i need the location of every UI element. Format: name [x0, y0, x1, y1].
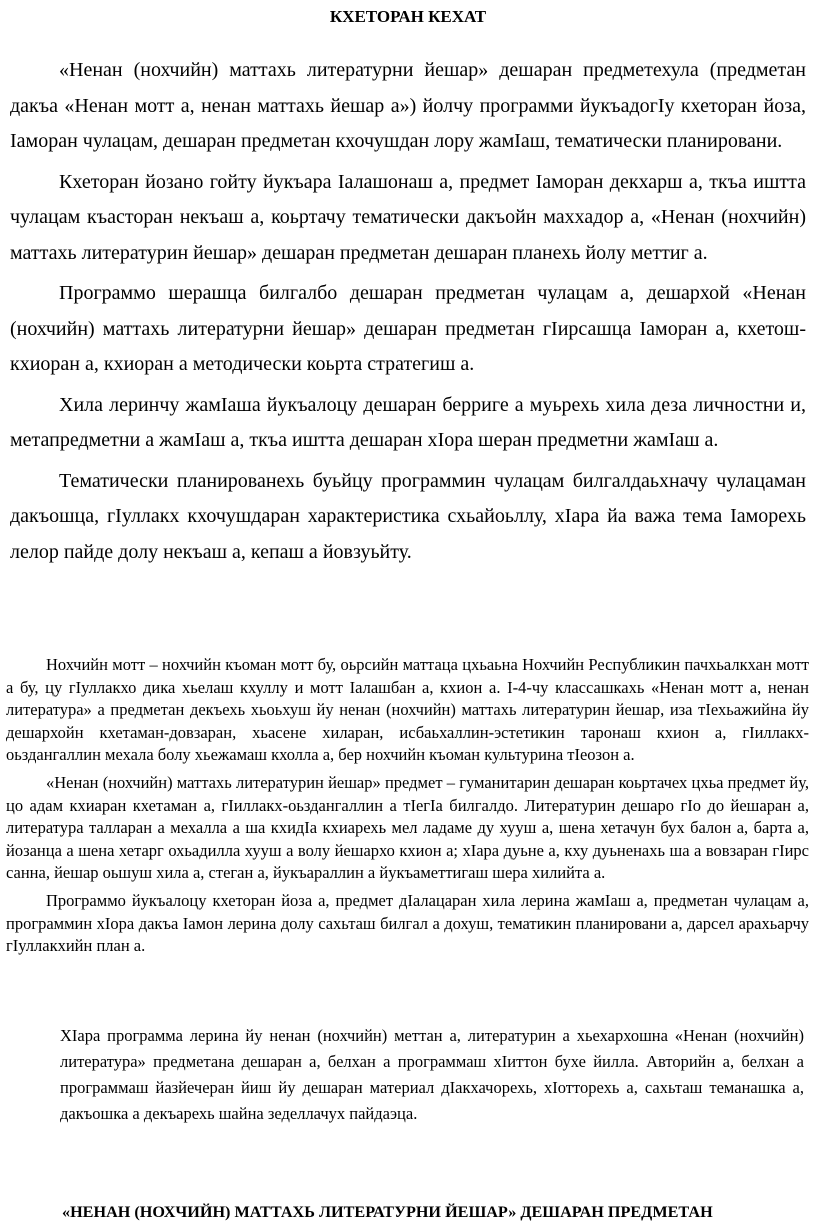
subject-description-section	[6, 654, 809, 963]
page-title: КХЕТОРАН КЕХАТ	[329, 7, 487, 26]
introduction-section	[10, 53, 806, 575]
paragraph: Кхеторан йозано гойту йукъара Iалашонаш а, предмет Iаморан декхарш а, ткъа иштта чулацам къасторан некъаш а, коьртачу тематически дакъойн маххадор а, «Ненан (нохчийн) маттахь литературин йешар» дешаран предметан дешаран планехь йолу меттиг а.	[10, 170, 806, 264]
paragraph: ХIара программа лерина йу ненан (нохчийн) меттан а, литературин а хьехархошна «Ненан (нохчийн) литература» предметана дешаран а, белхан а программаш хIиттон бухе йилла. Авторийн а, белхан а программаш йазйечеран йиш йу дешаран материал дIакхачорехь, хIотторехь а, сахьташ теманашка а, дакъошка а декъарехь шайна зеделлачух пайдаэца.	[60, 1026, 804, 1123]
paragraph: Программо йукъалоцу кхеторан йоза а, предмет дIалацаран хила лерина жамIаш а, предметан чулацам а, программин хIора дакъа Iамон лерина долу сахьташ билгал а дохуш, тематикин планировани а, дарсел арахьарчу гIуллакхийн план а.	[6, 890, 809, 956]
paragraph: «Ненан (нохчийн) маттахь литературни йешар» дешаран предметехула (предметан дакъа «Ненан мотт а, ненан маттахь йешар а») йолчу программи йукъадогIу кхеторан йоза, Iаморан чулацам, дешаран предметан кхочушдан лору жамIаш, тематически планировани.	[10, 59, 806, 152]
paragraph: Нохчийн мотт – нохчийн къоман мотт бу, оьрсийн маттаца цхьаьна Нохчийн Республикин пачхьалкхан мотт а бу, цу гIуллакхо дика хьелаш кхуллу и мотт Iалашбан а, кхион а. I-4-чу классашкахь «Ненан мотт а, ненан литература» а предметан декъехь хьоьхуш йу ненан (нохчийн) маттахь литературин йешар, иза тIехьажийна йу дешархойн кхетаман-довзаран, хьасене хиларан, исбаьхаллин-эстетикин таронаш кхион а, гIиллакх-оьздангаллин мехала болу хьежамаш кхолла а, бер нохчийн къоман культурина тIеозон а.	[6, 655, 809, 765]
paragraph: «Ненан (нохчийн) маттахь литературин йешар» предмет – гуманитарин дешаран коьртачех цхьа предмет йу, цо адам кхиаран кхетаман а, гIиллакх-оьздангаллин а тIегIа билгалдо. Литературин дешаро гIо до йешаран а, литература таллaран а мехалла а ша кхидIа кхиарехь мел ладаме ду хууш а, шена хетачун бух балон а, барта а, йозанца а шена хетарг охьадилла хууш а волу йешархо кхион а; хIара дуьне а, кху дуьненахь ша а вовзаран гIирс санна, йешар оьшуш хила а, стеган а, йукъараллин а йукъаметтигаш шера хилийта а.	[6, 772, 809, 883]
paragraph: Тематически планированехь буьйцу программин чулацам билгалдаьхначу чулацаман дакъошца, гIуллакх кхочушдаран характеристика схьайоьллу, хIара йа важа тема Iаморехь лелор пайде долу некъаш а, кепаш а йовзуьйту.	[10, 469, 806, 563]
next-section-heading: «НЕНАН (НОХЧИЙН) МАТТАХЬ ЛИТЕРАТУРНИ ЙЕШАР» ДЕШАРАН ПРЕДМЕТАН	[62, 1203, 713, 1221]
paragraph: Программо шерашца билгалбо дешаран предметан чулацам а, дешархой «Ненан (нохчийн) маттахь литературни йешар» дешаран предметан гIирсашца Iаморан а, кхетош-кхиоран а, кхиоран а методически коьрта стратегиш а.	[10, 282, 806, 375]
paragraph: Хила леринчу жамIаша йукъалоцу дешаран берриге а муьрехь хила деза личностни и, метапредметни а жамIаш а, ткъа иштта дешаран хIора шеран предметни жамIаш а.	[10, 393, 806, 451]
program-purpose-section	[60, 1023, 804, 1127]
